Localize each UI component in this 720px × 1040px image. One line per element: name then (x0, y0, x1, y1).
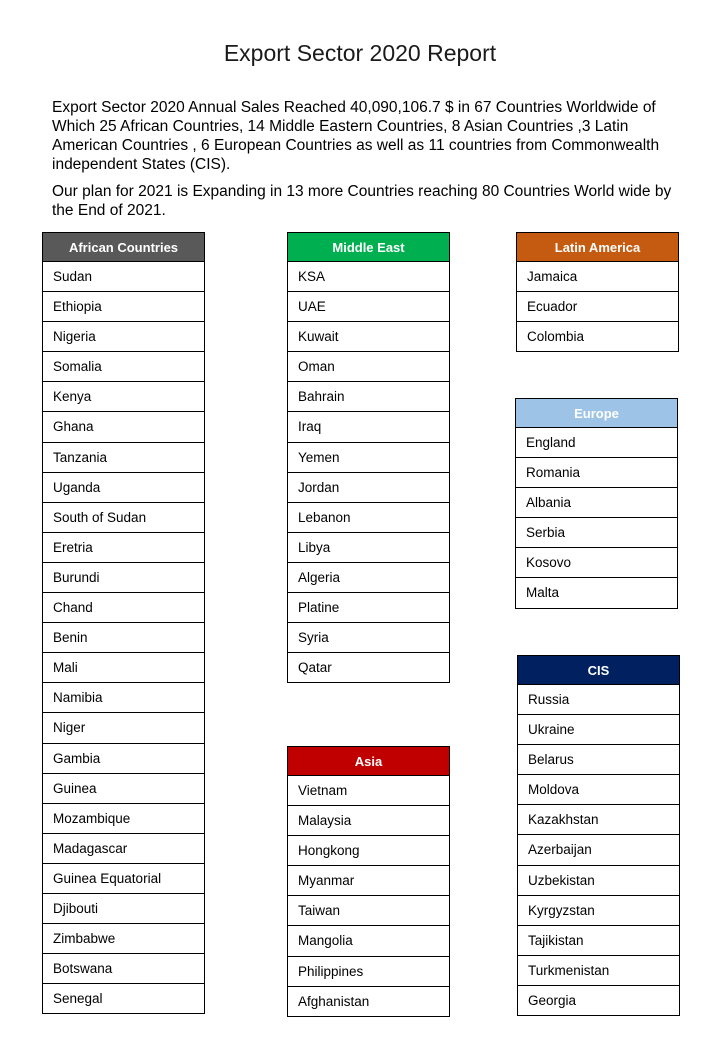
table-row: Botswana (43, 954, 204, 984)
table-row: Afghanistan (288, 987, 449, 1017)
table-row: Ecuador (517, 292, 678, 322)
plan-paragraph: Our plan for 2021 is Expanding in 13 more Countries reaching 80 Countries World wide by the End of 2021. (52, 183, 672, 219)
table-row: Uzbekistan (518, 866, 679, 896)
table-row: Guinea Equatorial (43, 864, 204, 894)
table-african-countries (42, 232, 205, 1014)
summary-paragraph: Export Sector 2020 Annual Sales Reached 40,090,106.7 $ in 67 Countries Worldwide of Which 25 African Countries, 14 Middle Eastern Countries, 8 Asian Countries ,3 Latin American Countries , 6 European Countries as well as 11 countries from Commonwealth independent States (CIS). (52, 99, 660, 173)
table-row: Gambia (43, 744, 204, 774)
table-row: Azerbaijan (518, 835, 679, 865)
table-row: Jordan (288, 473, 449, 503)
table-row: Hongkong (288, 836, 449, 866)
table-row: Turkmenistan (518, 956, 679, 986)
table-row: Yemen (288, 443, 449, 473)
table-row: England (516, 428, 677, 458)
table-row: Kuwait (288, 322, 449, 352)
table-row: Oman (288, 352, 449, 382)
table-row: Taiwan (288, 896, 449, 926)
table-row: Djibouti (43, 894, 204, 924)
table-header: Europe (516, 398, 677, 428)
table-row: Platine (288, 593, 449, 623)
table-row: Iraq (288, 412, 449, 442)
table-row: Qatar (288, 653, 449, 683)
table-row: Namibia (43, 683, 204, 713)
table-row: Niger (43, 713, 204, 743)
table-header: Latin America (517, 232, 678, 262)
table-row: Mangolia (288, 926, 449, 956)
table-row: Sudan (43, 262, 204, 292)
table-europe (515, 398, 678, 609)
table-row: Moldova (518, 775, 679, 805)
table-row: Mozambique (43, 804, 204, 834)
table-row: Syria (288, 623, 449, 653)
table-row: Philippines (288, 957, 449, 987)
table-row: Jamaica (517, 262, 678, 292)
table-row: Vietnam (288, 776, 449, 806)
table-row: Madagascar (43, 834, 204, 864)
table-row: Somalia (43, 352, 204, 382)
table-cis (517, 655, 680, 1016)
table-header: African Countries (43, 232, 204, 262)
table-row: Ethiopia (43, 292, 204, 322)
table-row: South of Sudan (43, 503, 204, 533)
table-row: Serbia (516, 518, 677, 548)
table-asia (287, 746, 450, 1017)
table-row: Tajikistan (518, 926, 679, 956)
table-row: Bahrain (288, 382, 449, 412)
table-row: Uganda (43, 473, 204, 503)
page-title: Export Sector 2020 Report (223, 40, 497, 66)
table-row: Algeria (288, 563, 449, 593)
table-header: CIS (518, 655, 679, 685)
table-row: Tanzania (43, 443, 204, 473)
table-row: Romania (516, 458, 677, 488)
table-row: Malaysia (288, 806, 449, 836)
table-row: Eretria (43, 533, 204, 563)
table-row: Kosovo (516, 548, 677, 578)
table-row: Senegal (43, 984, 204, 1014)
table-latin-america (516, 232, 679, 352)
table-row: Libya (288, 533, 449, 563)
table-row: Albania (516, 488, 677, 518)
table-row: Kenya (43, 382, 204, 412)
table-row: Guinea (43, 774, 204, 804)
table-row: Georgia (518, 986, 679, 1016)
table-row: Burundi (43, 563, 204, 593)
table-header: Middle East (288, 232, 449, 262)
table-row: UAE (288, 292, 449, 322)
table-row: Zimbabwe (43, 924, 204, 954)
table-row: Belarus (518, 745, 679, 775)
table-row: Malta (516, 578, 677, 608)
table-row: Ukraine (518, 715, 679, 745)
table-row: Chand (43, 593, 204, 623)
table-row: KSA (288, 262, 449, 292)
table-row: Russia (518, 685, 679, 715)
table-row: Kazakhstan (518, 805, 679, 835)
table-row: Myanmar (288, 866, 449, 896)
table-header: Asia (288, 746, 449, 776)
table-row: Nigeria (43, 322, 204, 352)
table-row: Lebanon (288, 503, 449, 533)
table-row: Ghana (43, 412, 204, 442)
table-middle-east (287, 232, 450, 683)
table-row: Colombia (517, 322, 678, 352)
table-row: Mali (43, 653, 204, 683)
table-row: Kyrgyzstan (518, 896, 679, 926)
table-row: Benin (43, 623, 204, 653)
